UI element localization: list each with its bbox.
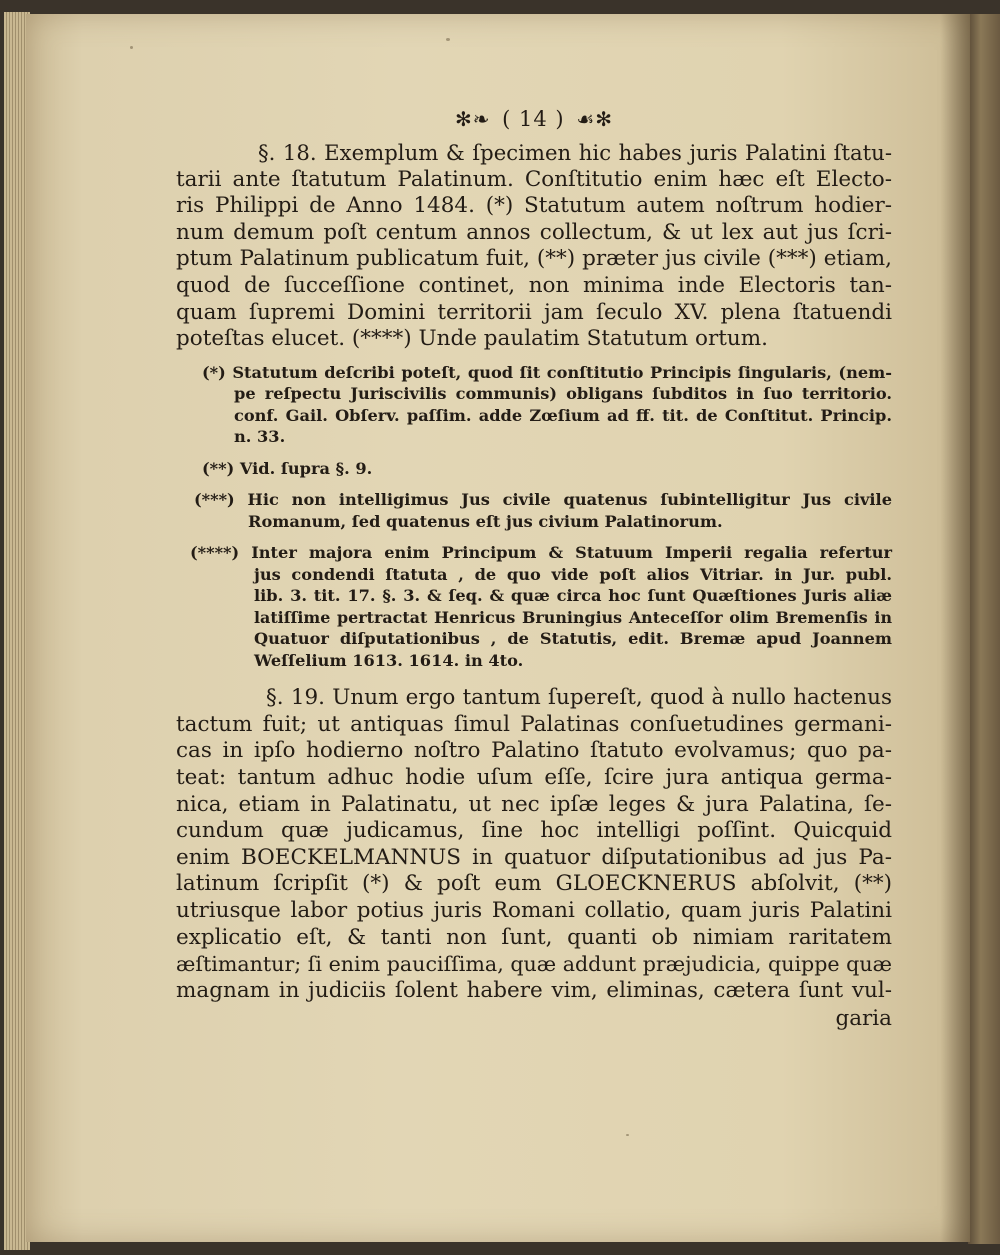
note-line: jus condendi ſtatuta , de quo vide poſt alios Vitriar. in Jur. publ. [254, 564, 892, 584]
paper-speck [626, 1134, 629, 1136]
paragraph-19 [176, 685, 892, 1004]
footnote-2 [176, 458, 892, 480]
text-line: ris Philippi de Anno 1484. (*) Statutum autem noſtrum hodier- [176, 193, 892, 219]
text-block [176, 100, 892, 1034]
text-line: ptum Palatinum publicatum fuit, (**) præter jus civile (***) etiam, [176, 246, 892, 272]
running-head [176, 100, 892, 138]
note-line: pe reſpectu Juriscivilis communis) obligans ſubditos in ſuo territorio. [234, 384, 892, 404]
text-line: nica, etiam in Palatinatu, ut nec ipſæ leges & jura Palatina, ſe- [176, 791, 892, 817]
text-line: enim BOECKELMANNUS in quatuor diſputationibus ad jus Pa- [176, 844, 892, 870]
text-line: quam ſupremi Domini territorii jam ſeculo XV. plena ſtatuendi [176, 299, 892, 325]
ornament-left-icon: ✻❧ [454, 107, 491, 131]
note-line: conf. Gail. Obſerv. paſſim. adde Zœſium ad ff. tit. de Conſtitut. Princip. [234, 405, 892, 425]
text-line: magnam in judiciis ſolent habere vim, eliminas, cætera ſunt vul- [176, 977, 892, 1003]
note-line: Weſſelium 1613. 1614. in 4to. [254, 650, 524, 670]
text-line: num demum poſt centum annos collectum, & ut lex aut jus ſcri- [176, 219, 892, 245]
text-line: tarii ante ſtatutum Palatinum. Conſtitutio enim hæc eſt Electo- [176, 166, 892, 192]
text-line: æſtimantur; ſi enim pauciſſima, quæ addunt præjudicia, quippe quæ [176, 952, 892, 977]
footnote-3 [176, 489, 892, 532]
page-gutter-shadow [940, 14, 970, 1242]
note-line: lib. 3. tit. 17. §. 3. & ſeq. & quæ circa hoc ſunt Quæſtiones Juris aliæ [254, 586, 892, 606]
footnote-4 [176, 542, 892, 671]
text-line: §. 19. Unum ergo tantum ſupereſt, quod à nullo hactenus [266, 685, 892, 711]
note-line: Quatuor diſputationibus , de Statutis, edit. Bremæ apud Joannem [254, 629, 892, 649]
ornament-right-icon: ☙✻ [576, 107, 614, 131]
note-line: (*) Statutum deſcribi poteſt, quod ſit conſtitutio Principis ſingularis, (nem- [202, 362, 892, 382]
note-line: Romanum, ſed quatenus eſt jus civium Palatinorum. [248, 511, 723, 531]
note-line: (****) Inter majora enim Principum & Statuum Imperii regalia refertur [190, 543, 892, 563]
paper-speck [446, 38, 450, 41]
catchword: garia [835, 1006, 892, 1032]
footnote-1 [176, 362, 892, 448]
text-line: poteſtas elucet. (****) Unde paulatim Statutum ortum. [176, 326, 768, 352]
footnotes [176, 362, 892, 672]
text-line: teat: tantum adhuc hodie uſum eſſe, ſcire jura antiqua germa- [176, 765, 892, 791]
text-line: cas in ipſo hodierno noſtro Palatino ſtatuto evolvamus; quo pa- [176, 738, 892, 764]
paper-speck [130, 46, 133, 49]
note-line: (**) Vid. ſupra §. 9. [202, 458, 373, 478]
text-line: quod de ſucceſſione continet, non minima inde Electoris tan- [176, 272, 892, 298]
text-line: §. 18. Exemplum & ſpecimen hic habes juris Palatini ſtatu- [258, 140, 892, 165]
text-line: latinum ſcripſit (*) & poſt eum GLOECKNERUS abſolvit, (**) [176, 871, 892, 897]
text-line: cundum quæ judicamus, ſine hoc intelligi poſſint. Quicquid [176, 818, 892, 844]
page-number: ( 14 ) [502, 107, 565, 131]
paragraph-18 [176, 140, 892, 353]
book-cover-edge [968, 14, 1000, 1244]
note-line: (***) Hic non intelligimus Jus civile quatenus ſubintelligitur Jus civile [194, 490, 892, 510]
note-line: n. 33. [234, 427, 286, 447]
text-line: utriusque labor potius juris Romani collatio, quam juris Palatini [176, 898, 892, 923]
text-line: tactum fuit; ut antiquas ſimul Palatinas conſuetudines germani- [176, 711, 892, 737]
text-line: explicatio eſt, & tanti non ſunt, quanti ob nimiam raritatem [176, 924, 892, 950]
note-line: latiſſime pertractat Henricus Bruningius Anteceſſor olim Bremenſis in [254, 607, 892, 627]
